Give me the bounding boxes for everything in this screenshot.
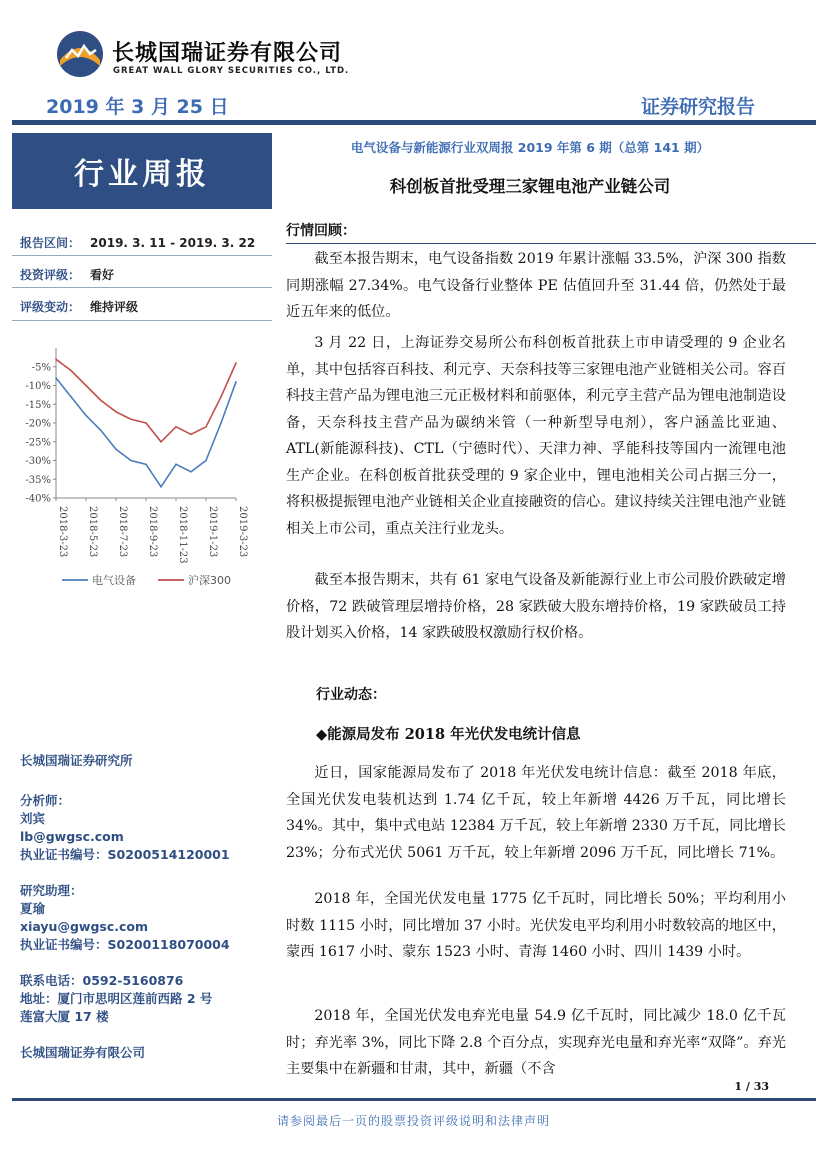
analyst-email[interactable]: lb@gwgsc.com [20,829,124,844]
report-subtitle: 电气设备与新能源行业双周报 2019 年第 6 期（总第 141 期） [350,140,710,155]
disclaimer-note: 请参阅最后一页的股票投资评级说明和法律声明 [276,1114,550,1128]
index-performance-chart [14,340,274,600]
investment-rating-label: 投资评级： [20,268,81,282]
y-tick-label: -25% [25,437,51,449]
company-footer-name: 长城国瑞证券有限公司 [20,1045,146,1060]
data-point [85,415,87,417]
section-divider [286,243,816,244]
page-number: 1 / 33 [734,1080,769,1093]
data-point [190,433,192,435]
analyst-name: 刘宾 [20,811,46,826]
data-point [175,426,177,428]
sidebar-divider [12,320,272,321]
y-tick-label: -10% [25,381,51,392]
report-type: 证券研究报告 [640,96,755,118]
series-line [56,378,236,487]
data-point [145,463,147,465]
report-period-value: 2019. 3. 11 - 2019. 3. 22 [90,236,256,250]
footer-divider [12,1098,816,1101]
header-divider [12,120,816,125]
legend-label: 沪深300 [188,574,231,587]
data-point [175,463,177,465]
report-date: 2019 年 3 月 25 日 [46,96,229,118]
x-tick-label: 2019-1-23 [207,506,218,558]
contact-address-line2: 莲富大厦 17 楼 [20,1009,109,1024]
series-line [56,359,236,442]
data-point [235,381,237,383]
rating-change-value: 维持评级 [90,300,139,314]
analyst-label: 分析师： [20,793,71,808]
data-point [130,460,132,462]
data-point [190,471,192,473]
analyst-cert: 执业证书编号：S0200514120001 [20,847,230,862]
y-tick-label: -35% [25,474,51,486]
paragraph-star-market: 3 月 22 日，上海证券交易所公布科创板首批获上市申请受理的 9 企业名单，其中包括容百科技、利元亨、天奈科技等三家锂电池产业链相关公司。容百科技主营产品为锂电池三元正极材料和前驱体，利元亨主营产品为锂电池制造设备，天奈科技主营产品为碳纳米管（一种新型导电剂），客户涵盖比亚迪、ATL(新能源科技)、CTL（宁德时代）、天津力神、孚能科技等国内一流锂电池生产企业。在科创板首批获受理的 9 家企业中，锂电池相关公司占据三分一，将积极提振锂电池产业链相关企业直接融资的信心。建议持续关注锂电池产业链相关上市公司，重点关注行业龙头。 [286,335,786,537]
rating-change-label: 评级变动： [20,300,81,314]
paragraph-market-review: 截至本报告期末，电气设备指数 2019 年累计涨幅 33.5%，沪深 300 指数同期涨幅 27.34%。电气设备行业整体 PE 估值回升至 31.44 倍，仍然处于最近五年来的低位。 [286,251,786,320]
x-tick-label: 2019-3-23 [237,506,248,558]
report-category-banner [12,133,272,209]
data-point [145,422,147,424]
report-period [20,234,255,251]
x-tick-label: 2018-11-23 [177,506,188,564]
report-headline: 科创板首批受理三家锂电池产业链公司 [389,177,671,196]
contact-address: 地址：厦门市思明区莲前西路 2 号 [20,991,213,1006]
investment-rating-value: 看好 [90,268,115,282]
research-institute: 长城国瑞证券研究所 [20,753,133,768]
data-point [160,441,162,443]
data-point [55,358,57,360]
x-tick-label: 2018-3-23 [57,506,68,558]
contact-phone: 联系电话：0592-5160876 [20,973,184,988]
data-point [115,411,117,413]
report-period-label: 报告区间： [20,236,81,250]
data-point [70,396,72,398]
sidebar-divider [12,255,272,256]
assistant-cert: 执业证书编号：S0200118070004 [20,937,230,952]
x-tick-label: 2018-7-23 [117,506,128,558]
y-tick-label: -40% [25,493,51,505]
y-tick-label: -5% [31,362,51,374]
company-logo-icon [56,30,104,78]
data-point [220,422,222,424]
report-category-label: 行业周报 [74,157,210,192]
paragraph-pv-curtailment: 2018 年，全国光伏发电弃光电量 54.9 亿千瓦时，同比减少 18.0 亿千瓦时；弃光率 3%，同比下降 2.8 个百分点，实现弃光电量和弃光率“双降”。弃光主要集中在新疆和甘肃，其中，新疆（不含 [286,1008,786,1077]
data-point [235,362,237,364]
assistant-email[interactable]: xiayu@gwgsc.com [20,919,149,934]
sidebar-divider [12,287,272,288]
investment-rating [20,266,114,283]
data-point [115,448,117,450]
data-point [85,385,87,387]
paragraph-pv-generation: 2018 年，全国光伏发电量 1775 亿千瓦时，同比增长 50%；平均利用小时数 1115 小时，同比增加 37 小时。光伏发电平均利用小时数较高的地区中，蒙西 1617 小时、蒙东 1523 小时、青海 1460 小时、四川 1439 小时。 [286,891,786,960]
data-point [220,396,222,398]
assistant-name: 夏瑜 [20,901,46,916]
x-tick-label: 2018-5-23 [87,506,98,558]
data-point [205,426,207,428]
paragraph-pv-capacity: 近日，国家能源局发布了 2018 年光伏发电统计信息：截至 2018 年底，全国光伏发电装机达到 1.74 亿千瓦，较上年新增 4426 万千瓦，同比增长 34%。其中，集中式电站 12384 万千瓦，较上年新增 2330 万千瓦，同比增长 23%；分布式光伏 5061 万千瓦，较上年新增 2096 万千瓦，同比增长 71%。 [286,765,786,861]
paragraph-price-breaks: 截至本报告期末，共有 61 家电气设备及新能源行业上市公司股价跌破定增价格，72 跌破管理层增持价格，28 家跌破大股东增持价格，19 家跌破员工持股计划买入价格，14 家跌破股权激励行权价格。 [286,572,786,641]
data-point [70,370,72,372]
industry-news-heading: 行业动态： [316,687,386,703]
y-tick-label: -20% [25,418,51,430]
rating-change [20,298,138,315]
data-point [100,400,102,402]
news-item-title: ◆能源局发布 2018 年光伏发电统计信息 [316,726,581,743]
data-point [55,377,57,379]
data-point [130,418,132,420]
data-point [160,486,162,488]
market-review-heading: 行情回顾： [286,223,356,239]
data-point [205,460,207,462]
data-point [100,430,102,432]
x-tick-label: 2018-9-23 [147,506,158,558]
legend-label: 电气设备 [92,574,136,587]
y-tick-label: -15% [25,399,51,411]
company-name-cn: 长城国瑞证券有限公司 [112,41,343,66]
company-name-en: GREAT WALL GLORY SECURITIES CO., LTD. [113,66,350,76]
y-tick-label: -30% [25,456,51,467]
assistant-label: 研究助理： [20,883,83,898]
